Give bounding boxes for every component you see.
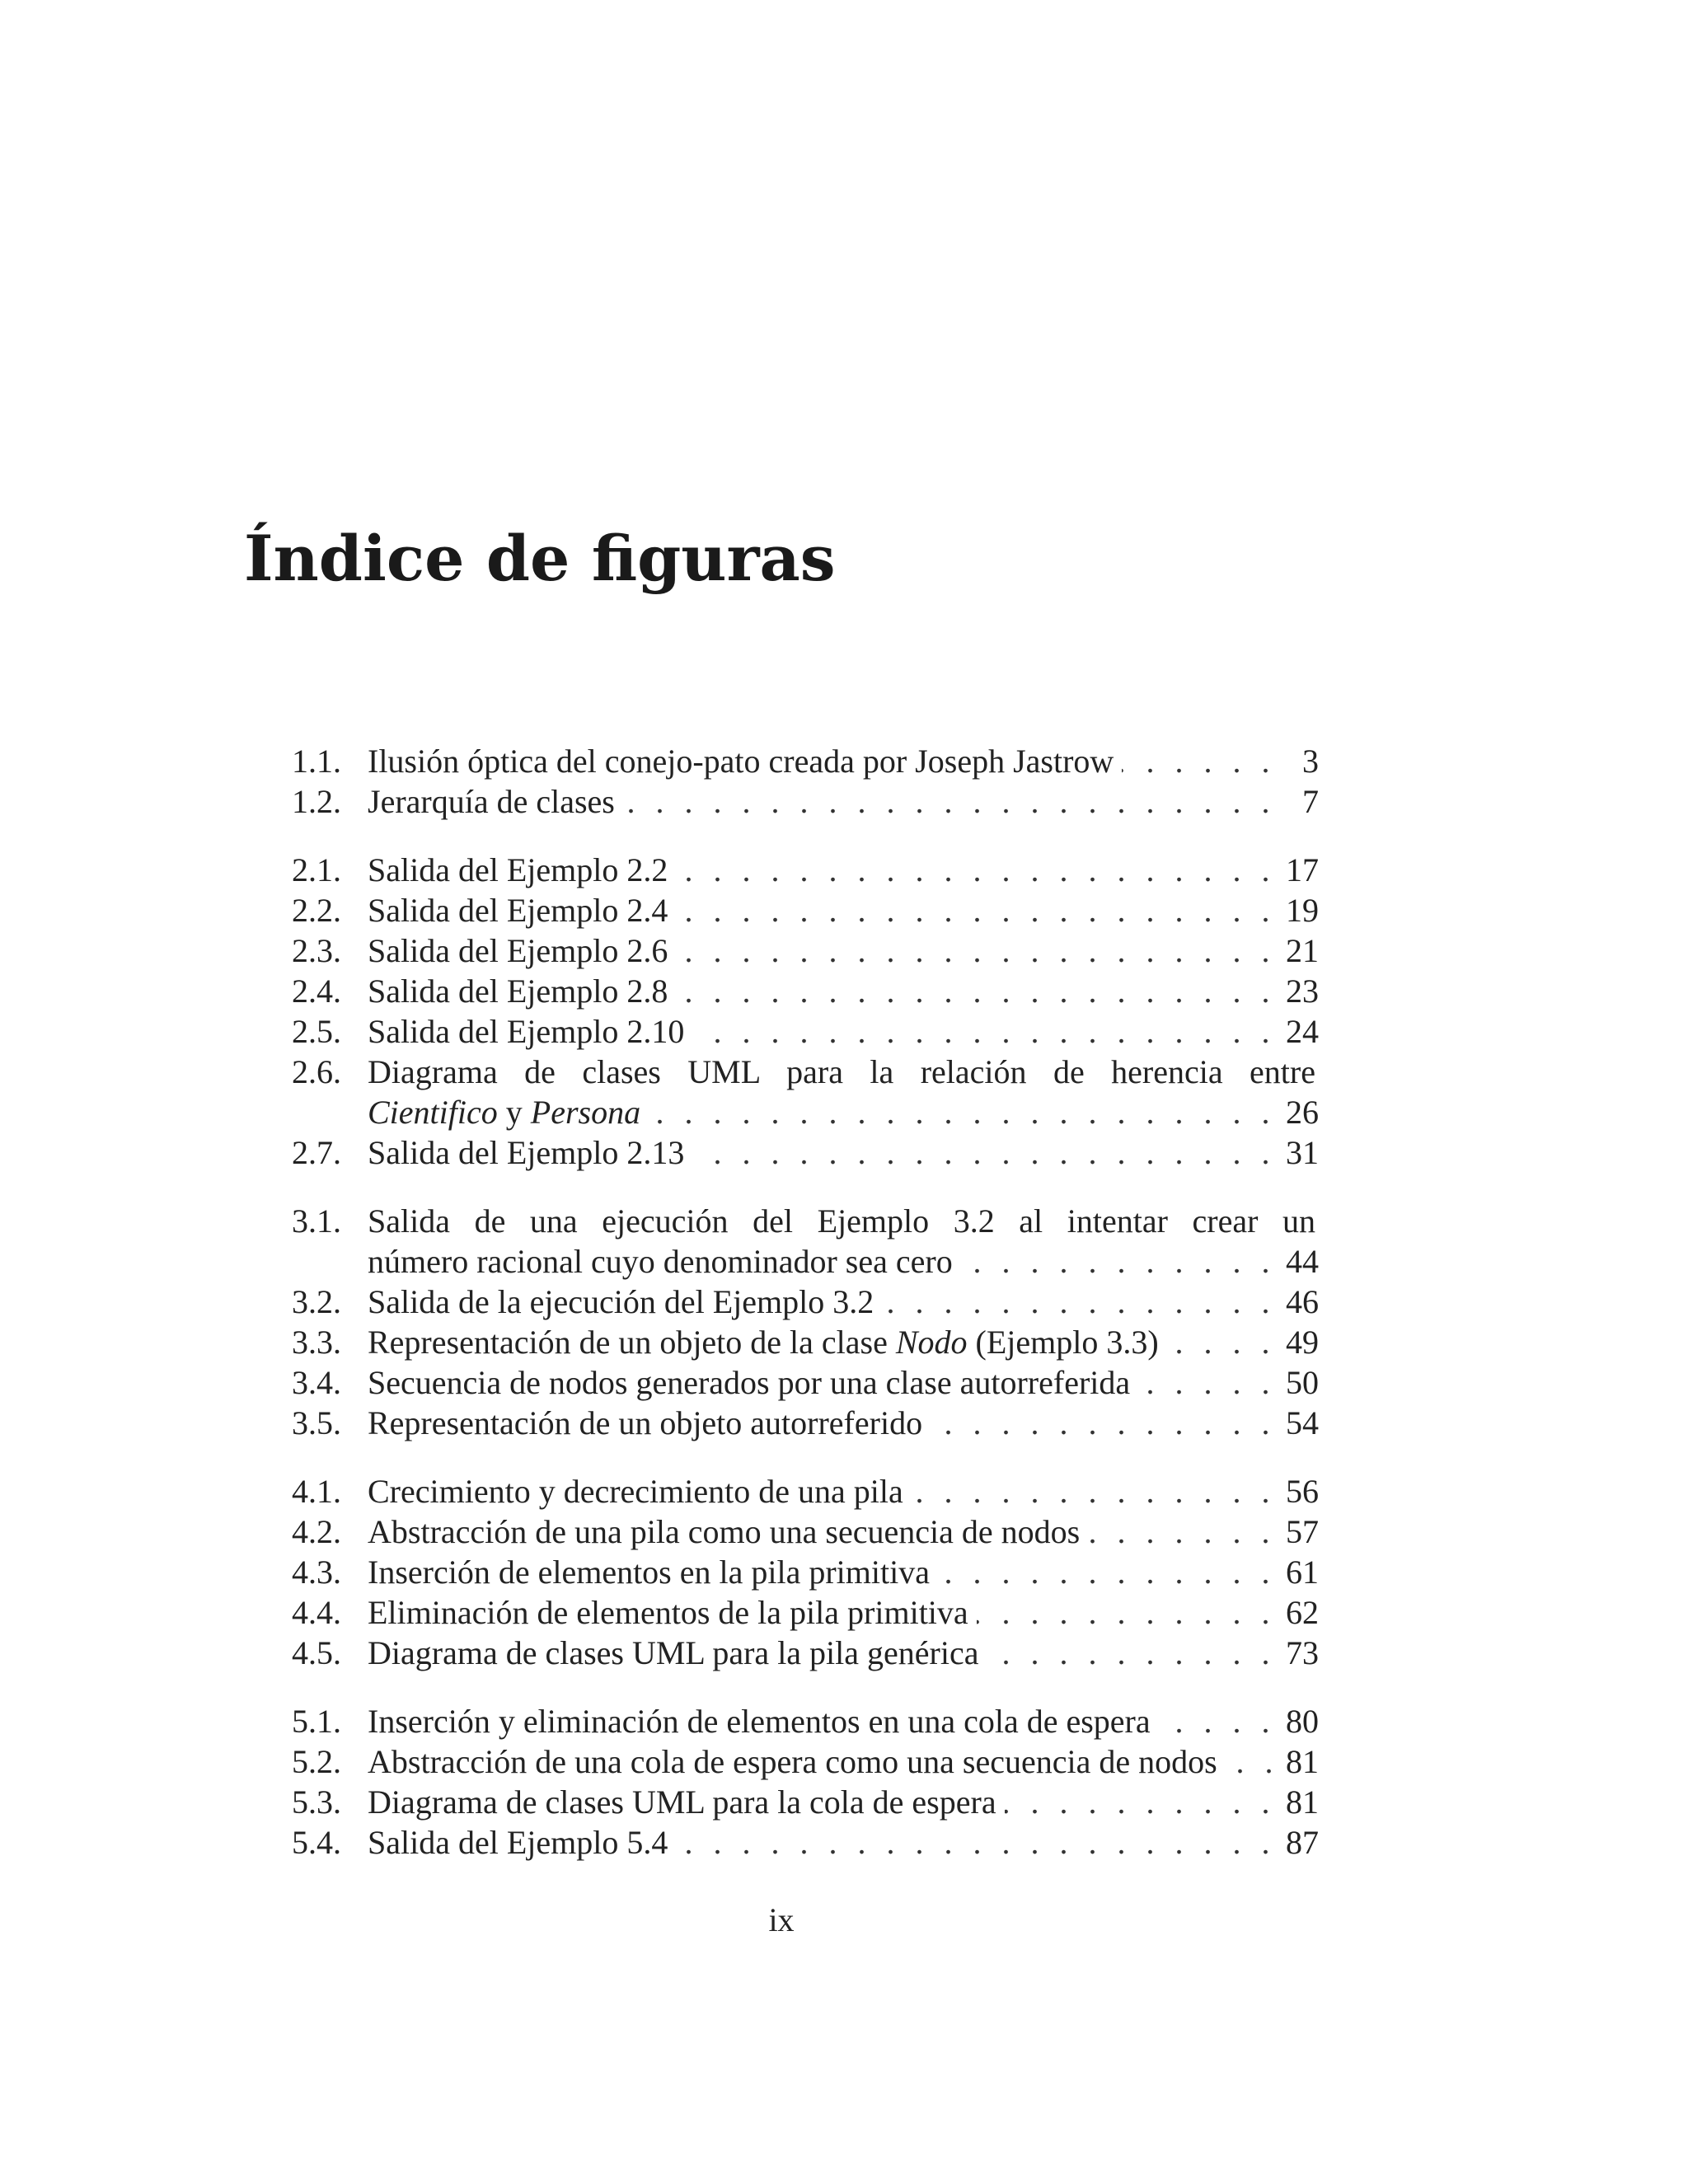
- title-suffix: (Ejemplo 3.3): [967, 1324, 1159, 1361]
- entry-title: Representación de un objeto autorreferido: [368, 1404, 923, 1441]
- dot-leader: [676, 971, 1276, 1011]
- entry-page-number: 17: [1286, 851, 1319, 888]
- entry-title: Salida del Ejemplo 2.2: [368, 851, 668, 888]
- entry-page-number: 31: [1286, 1134, 1319, 1171]
- entry-number: 5.3.: [292, 1783, 341, 1821]
- entry-number: 3.3.: [292, 1324, 341, 1361]
- entry-title: Eliminación de elementos de la pila primitiva: [368, 1594, 968, 1631]
- entry-number: 2.3.: [292, 932, 341, 969]
- entry-title: Diagrama de clases UML para la cola de espera: [368, 1783, 996, 1821]
- entry-number: 5.1.: [292, 1703, 341, 1740]
- entry-page-number: 44: [1286, 1243, 1319, 1280]
- toc-entry-4-2[interactable]: [292, 1511, 1319, 1552]
- toc-entry-2-1[interactable]: [292, 850, 1319, 890]
- chapter-5-group: [292, 1701, 1319, 1863]
- dot-leader: [912, 1471, 1276, 1511]
- entry-title: Jerarquía de clases: [368, 783, 615, 820]
- dot-leader: [1122, 741, 1276, 781]
- entry-number: 5.4.: [292, 1824, 341, 1861]
- entry-title: Salida del Ejemplo 2.10: [368, 1013, 685, 1050]
- dot-leader: [623, 781, 1276, 822]
- entry-number: 3.2.: [292, 1283, 341, 1320]
- entry-number: 1.2.: [292, 783, 341, 820]
- entry-number: 2.7.: [292, 1134, 341, 1171]
- dot-leader: [931, 1403, 1276, 1443]
- dot-leader: [676, 1822, 1276, 1863]
- entry-title: Salida del Ejemplo 2.4: [368, 892, 668, 929]
- entry-title: Abstracción de una pila como una secuencia de nodos: [368, 1513, 1081, 1550]
- chapter-2-group: [292, 850, 1319, 1173]
- toc-entry-3-3[interactable]: [292, 1322, 1319, 1362]
- dot-leader: [961, 1241, 1276, 1282]
- entry-number: 2.6.: [292, 1053, 341, 1090]
- toc-entry-4-4[interactable]: [292, 1592, 1319, 1633]
- entry-page-number: 81: [1286, 1783, 1319, 1821]
- dot-leader: [676, 850, 1276, 890]
- dot-leader: [692, 1132, 1276, 1173]
- dot-leader: [1088, 1511, 1276, 1552]
- entry-page-number: 23: [1286, 972, 1319, 1010]
- entry-number: 4.4.: [292, 1594, 341, 1631]
- italic-term-persona: Persona: [530, 1094, 641, 1131]
- toc-entry-5-1[interactable]: [292, 1701, 1319, 1741]
- dot-leader: [676, 890, 1276, 930]
- entry-page-number: 57: [1286, 1513, 1319, 1550]
- entry-number: 3.5.: [292, 1404, 341, 1441]
- entry-title: Salida del Ejemplo 2.13: [368, 1134, 685, 1171]
- toc-entry-3-5[interactable]: [292, 1403, 1319, 1443]
- figure-index-list: [292, 741, 1319, 1863]
- dot-leader: [649, 1092, 1276, 1132]
- entry-page-number: 56: [1286, 1473, 1319, 1510]
- dot-leader: [1159, 1701, 1276, 1741]
- entry-title: Salida del Ejemplo 2.8: [368, 972, 668, 1010]
- toc-entry-4-1[interactable]: [292, 1471, 1319, 1511]
- entry-number: 4.3.: [292, 1554, 341, 1591]
- toc-entry-4-3[interactable]: [292, 1552, 1319, 1592]
- entry-number: 2.5.: [292, 1013, 341, 1050]
- toc-entry-2-2[interactable]: [292, 890, 1319, 930]
- entry-title-line-2: número racional cuyo denominador sea cero: [368, 1243, 953, 1280]
- entry-number: 4.1.: [292, 1473, 341, 1510]
- dot-leader: [692, 1011, 1276, 1052]
- toc-entry-1-1[interactable]: [292, 741, 1319, 781]
- entry-page-number: 26: [1286, 1094, 1319, 1131]
- entry-page-number: 46: [1286, 1283, 1319, 1320]
- toc-entry-2-6[interactable]: [292, 1052, 1319, 1132]
- dot-leader: [1005, 1782, 1276, 1822]
- italic-term-nodo: Nodo: [895, 1324, 968, 1361]
- entry-page-number: 87: [1286, 1824, 1319, 1861]
- entry-page-number: 21: [1286, 932, 1319, 969]
- chapter-1-group: [292, 741, 1319, 822]
- dot-leader: [938, 1552, 1276, 1592]
- toc-entry-3-1[interactable]: [292, 1201, 1319, 1282]
- toc-entry-5-4[interactable]: [292, 1822, 1319, 1863]
- entry-title: Salida del Ejemplo 2.6: [368, 932, 668, 969]
- dot-leader: [987, 1633, 1276, 1673]
- entry-title: Diagrama de clases UML para la pila genérica: [368, 1634, 979, 1671]
- toc-entry-3-4[interactable]: [292, 1362, 1319, 1403]
- italic-term-cientifico: Cientifico: [368, 1094, 498, 1131]
- entry-number: 3.4.: [292, 1364, 341, 1401]
- entry-title: Salida del Ejemplo 5.4: [368, 1824, 668, 1861]
- toc-entry-2-7[interactable]: [292, 1132, 1319, 1173]
- page-folio: ix: [768, 1901, 795, 1938]
- title-prefix: Representación de un objeto de la clase: [368, 1324, 896, 1361]
- entry-page-number: 54: [1286, 1404, 1319, 1441]
- entry-page-number: 81: [1286, 1743, 1319, 1780]
- entry-title: Ilusión óptica del conejo-pato creada por Joseph Jastrow: [368, 743, 1114, 780]
- entry-page-number: 62: [1286, 1594, 1319, 1631]
- toc-entry-4-5[interactable]: [292, 1633, 1319, 1673]
- entry-title: Inserción y eliminación de elementos en una cola de espera: [368, 1703, 1151, 1740]
- entry-number: 2.2.: [292, 892, 341, 929]
- entry-page-number: 49: [1286, 1324, 1319, 1361]
- page-title: Índice de figuras: [244, 522, 836, 595]
- entry-page-number: 61: [1286, 1554, 1319, 1591]
- entry-title: Crecimiento y decrecimiento de una pila: [368, 1473, 903, 1510]
- dot-leader: [882, 1282, 1276, 1322]
- entry-title: Inserción de elementos en la pila primitiva: [368, 1554, 930, 1591]
- entry-number: 3.1.: [292, 1202, 341, 1240]
- toc-entry-5-2[interactable]: [292, 1741, 1319, 1782]
- entry-page-number: 80: [1286, 1703, 1319, 1740]
- entry-title-line-2: [368, 1092, 640, 1132]
- entry-title-line-1: Diagrama de clases UML para la relación de herencia entre: [368, 1053, 1315, 1090]
- toc-entry-2-5[interactable]: [292, 1011, 1319, 1052]
- entry-number: 2.4.: [292, 972, 341, 1010]
- toc-entry-5-3[interactable]: [292, 1782, 1319, 1822]
- dot-leader: [676, 930, 1276, 971]
- entry-page-number: 24: [1286, 1013, 1319, 1050]
- entry-page-number: 73: [1286, 1634, 1319, 1671]
- entry-number: 4.5.: [292, 1634, 341, 1671]
- chapter-3-group: [292, 1201, 1319, 1443]
- entry-page-number: 7: [1302, 783, 1319, 820]
- entry-number: 2.1.: [292, 851, 341, 888]
- chapter-4-group: [292, 1471, 1319, 1673]
- entry-title-line-1: Salida de una ejecución del Ejemplo 3.2 al intentar crear un: [368, 1202, 1315, 1240]
- toc-entry-2-4[interactable]: [292, 971, 1319, 1011]
- dot-leader: [977, 1592, 1276, 1633]
- toc-entry-1-2[interactable]: [292, 781, 1319, 822]
- entry-title: Secuencia de nodos generados por una clase autorreferida: [368, 1364, 1131, 1401]
- entry-title: Abstracción de una cola de espera como una secuencia de nodos: [368, 1743, 1217, 1780]
- entry-title: [368, 1322, 1159, 1362]
- entry-title: Salida de la ejecución del Ejemplo 3.2: [368, 1283, 874, 1320]
- dot-leader: [1222, 1741, 1279, 1782]
- toc-entry-2-3[interactable]: [292, 930, 1319, 971]
- entry-page-number: 50: [1286, 1364, 1319, 1401]
- entry-number: 1.1.: [292, 743, 341, 780]
- entry-page-number: 19: [1286, 892, 1319, 929]
- entry-number: 4.2.: [292, 1513, 341, 1550]
- title-connector: y: [497, 1094, 531, 1131]
- entry-number: 5.2.: [292, 1743, 341, 1780]
- dot-leader: [1138, 1362, 1276, 1403]
- dot-leader: [1167, 1322, 1276, 1362]
- entry-page-number: 3: [1302, 743, 1319, 780]
- toc-entry-3-2[interactable]: [292, 1282, 1319, 1322]
